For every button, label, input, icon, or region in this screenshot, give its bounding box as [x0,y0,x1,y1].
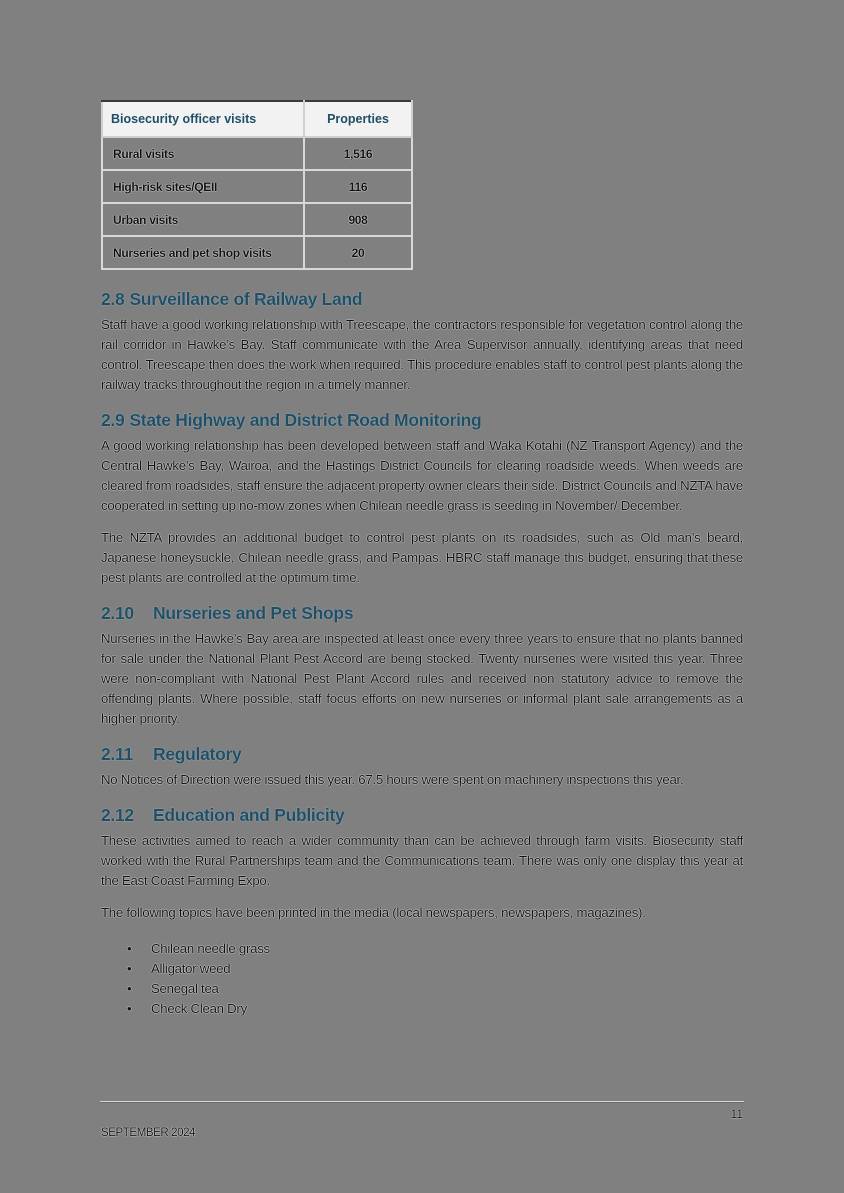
section-title: Regulatory [153,744,242,764]
row-value: 20 [304,236,412,269]
row-label: Urban visits [102,203,304,236]
section-number: 2.10 [101,603,134,623]
section-railway-land [101,289,743,395]
section-education [101,805,743,1019]
section-paragraph: No Notices of Direction were issued this year. 67.5 hours were spent on machinery inspections this year. [101,772,684,787]
row-label: Nurseries and pet shop visits [102,236,304,269]
row-value: 116 [304,170,412,203]
table-row [102,137,412,170]
section-heading [101,805,743,826]
row-label: High-risk sites/QEII [102,170,304,203]
section-heading [101,603,743,624]
section-heading [101,410,743,431]
column-header-visits: Biosecurity officer visits [102,101,304,137]
column-header-properties: Properties [304,101,412,137]
section-title: Nurseries and Pet Shops [153,603,354,623]
list-item: • Senegal tea [101,979,743,999]
section-number: 2.8 [101,289,125,309]
page-number: 11 [730,1107,743,1121]
footer-divider [100,1101,744,1103]
section-number: 2.12 [101,805,134,825]
section-nurseries [101,603,743,729]
section-paragraph: Nurseries in the Hawke’s Bay area are inspected at least once every three years to ensure that no plants banned for sale under the National Plant Pest Accord are being stocked. Twenty nurseries were visited this year. Three were non-compliant with National Pest Plant Accord rules and received non statutory advice to remove the offending plants. Where possible, staff focus efforts on new nurseries or informal plant sale arrangements as a higher priority. [101,631,743,726]
section-paragraph: A good working relationship has been developed between staff and Waka Kotahi (NZ Transport Agency) and the Central Hawke’s Bay, Wairoa, and the Hastings District Councils for clearing roadside weeds. When weeds are cleared from roadsides, staff ensure the adjacent property owner clears their side. District Councils and NZTA have cooperated in setting up no-mow zones when Chilean needle grass is seeding in November/ December. [101,438,743,513]
section-paragraph: These activities aimed to reach a wider community than can be achieved through farm visits. Biosecurity staff worked with the Rural Partnerships team and the Communications team. There was only one display this year at the East Coast Farming Expo. [101,833,743,888]
section-paragraph: The NZTA provides an additional budget to control pest plants on its roadsides, such as Old man’s beard, Japanese honeysuckle, Chilean needle grass, and Pampas. HBRC staff manage this budget, ensuring that these pest plants are controlled at the optimum time. [101,530,743,585]
list-item: • Check Clean Dry [101,999,743,1019]
section-regulatory [101,744,743,790]
section-paragraph: Staff have a good working relationship with Treescape, the contractors responsible for vegetation control along the rail corridor in Hawke’s Bay. Staff communicate with the Area Supervisor annually, identifying areas that need control. Treescape then does the work when required. This procedure enables staff to control pest plants along the railway tracks throughout the region in a timely manner. [101,317,743,392]
row-value: 908 [304,203,412,236]
section-title: Education and Publicity [153,805,345,825]
table-header-row [102,101,412,137]
section-title: State Highway and District Road Monitoring [129,410,482,430]
media-topics-list [101,939,743,1019]
section-heading [101,744,743,765]
visits-table [101,100,413,270]
footer-date: SEPTEMBER 2024 [101,1127,196,1139]
section-heading [101,289,743,310]
section-road-monitoring [101,410,743,588]
section-paragraph: The following topics have been printed in the media (local newspapers, newspapers, magazines). [101,905,646,920]
document-page [101,100,743,1019]
row-label: Rural visits [102,137,304,170]
list-item: • Alligator weed [101,959,743,979]
section-number: 2.11 [101,744,133,764]
table-row [102,203,412,236]
table-row [102,236,412,269]
section-title: Surveillance of Railway Land [129,289,363,309]
list-item: • Chilean needle grass [101,939,743,959]
table-row [102,170,412,203]
row-value: 1,516 [304,137,412,170]
section-number: 2.9 [101,410,125,430]
